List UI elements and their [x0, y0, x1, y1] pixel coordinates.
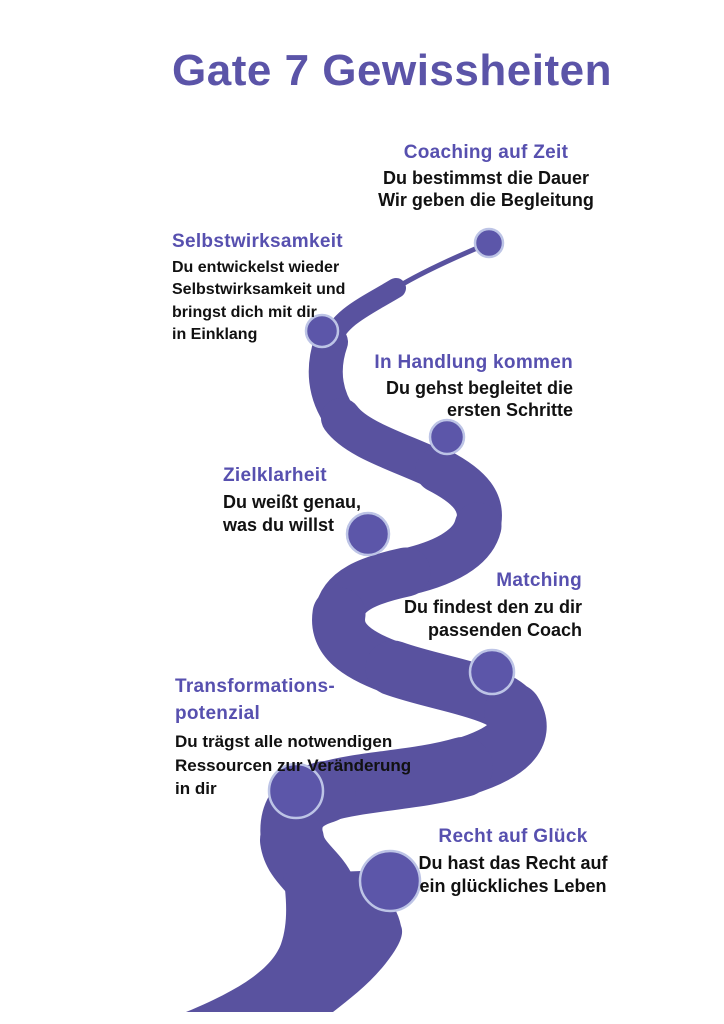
station-title: Recht auf Glück — [438, 826, 588, 847]
station-description-line: Du hast das Recht auf — [418, 853, 608, 873]
node-coaching-auf-zeit — [475, 229, 503, 257]
station-title: Transformations- — [175, 676, 335, 697]
station-description-line: Selbstwirksamkeit und — [172, 281, 346, 299]
station-description-line: Du weißt genau, — [223, 492, 362, 512]
station-transformationspotenzial — [175, 673, 435, 801]
station-description-line: Du trägst alle notwendigen — [175, 732, 393, 751]
station-description-line: Ressourcen zur Veränderung — [175, 755, 412, 775]
node-matching — [470, 650, 514, 694]
station-description-line: Du gehst begleitet die — [385, 378, 573, 398]
station-description-line: in dir — [175, 779, 217, 798]
station-description-line: ein glückliches Leben — [419, 876, 607, 896]
station-selbstwirksamkeit — [172, 230, 412, 347]
node-in-handlung-kommen — [430, 420, 464, 454]
station-description-line: Du bestimmst die Dauer — [382, 168, 590, 188]
station-coaching-auf-zeit — [346, 141, 626, 211]
station-description-line: Du entwickelst wieder — [172, 259, 340, 276]
station-description-line: Du findest den zu dir — [404, 597, 582, 617]
station-description-line: bringst dich mit dir — [172, 303, 317, 321]
station-title: potenzial — [175, 703, 261, 724]
station-description-line: ersten Schritte — [446, 399, 573, 420]
page-title: Gate 7 Gewissheiten — [172, 46, 612, 95]
station-title: Selbstwirksamkeit — [172, 231, 343, 252]
station-title: Matching — [496, 570, 582, 591]
station-recht-auf-glueck — [408, 825, 618, 898]
station-title: Coaching auf Zeit — [403, 142, 569, 163]
station-description-line: in Einklang — [172, 326, 258, 344]
station-title: Zielklarheit — [223, 465, 327, 486]
station-description-line: Wir geben die Begleitung — [378, 189, 594, 210]
station-description-line: was du willst — [223, 514, 335, 535]
station-zielklarheit — [223, 464, 443, 536]
station-matching — [322, 569, 582, 642]
station-in-handlung-kommen — [293, 351, 573, 421]
station-title: In Handlung kommen — [374, 352, 573, 373]
station-description-line: passenden Coach — [427, 620, 582, 640]
